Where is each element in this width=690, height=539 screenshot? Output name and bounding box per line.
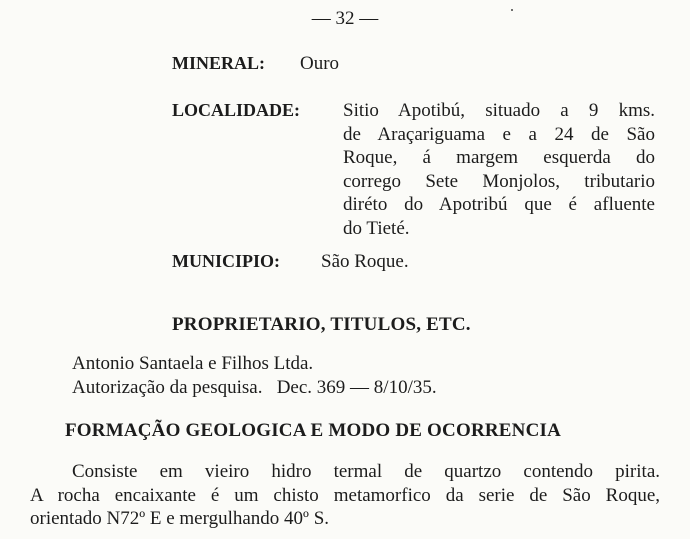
- proprietario-line: Autorização da pesquisa. Dec. 369 — 8/10/35.: [72, 376, 437, 398]
- formacao-text: [30, 460, 660, 531]
- localidade-line: de Araçariguama e a 24 de São: [343, 123, 655, 145]
- formacao-line: orientado N72º E e mergulhando 40º S.: [30, 508, 330, 529]
- proprietario-line: Antonio Santaela e Filhos Ltda.: [72, 353, 314, 374]
- localidade-label: LOCALIDADE:: [172, 100, 301, 120]
- mineral-value: Ouro: [300, 53, 340, 74]
- localidade-line: do Tieté.: [343, 217, 410, 239]
- formacao-heading: FORMAÇÃO GEOLOGICA E MODO DE OCORRENCIA: [65, 420, 562, 441]
- print-speck: [511, 9, 513, 11]
- localidade-text: [343, 99, 655, 240]
- municipio-label: MUNICIPIO:: [172, 251, 280, 271]
- proprietario-text: [72, 352, 542, 399]
- mineral-label: MINERAL:: [172, 53, 265, 73]
- formacao-line: Consiste em vieiro hidro termal de quartzo contendo pirita.: [72, 461, 660, 482]
- localidade-line: Sitio Apotibú, situado a 9 kms.: [343, 100, 655, 121]
- localidade-line: Roque, á margem esquerda do: [343, 147, 655, 168]
- localidade-line: diréto do Apotribú que é afluente: [343, 194, 655, 215]
- formacao-line: A rocha encaixante é um chisto metamorfico da serie de São Roque,: [30, 484, 660, 506]
- localidade-line: corrego Sete Monjolos, tributario: [343, 170, 655, 192]
- municipio-value: São Roque.: [321, 251, 409, 272]
- page-number: — 32 —: [311, 8, 379, 29]
- proprietario-heading: PROPRIETARIO, TITULOS, ETC.: [172, 314, 471, 335]
